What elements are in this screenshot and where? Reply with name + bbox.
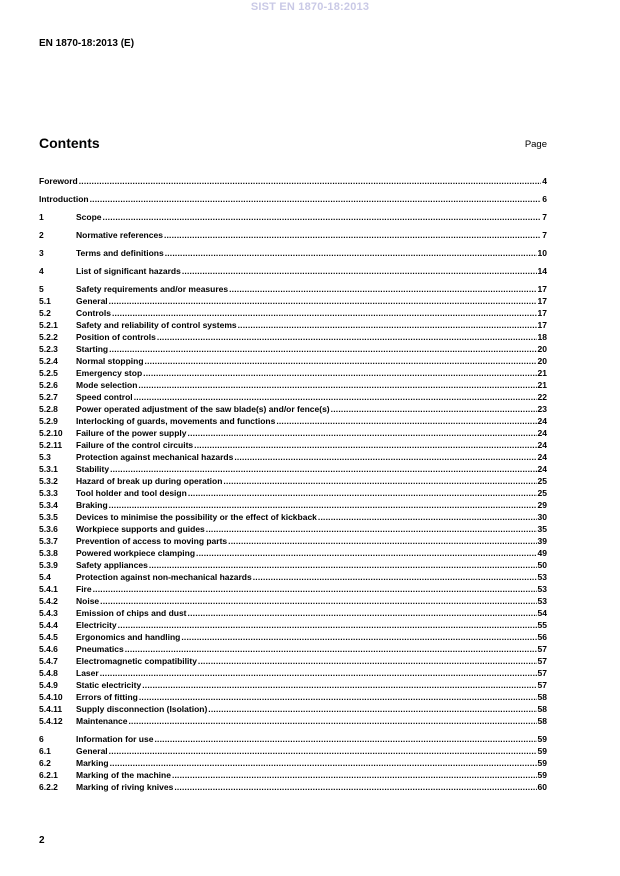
toc-entry-title: Safety and reliability of control systems bbox=[76, 320, 237, 330]
page-column-label: Page bbox=[524, 139, 547, 150]
toc-entry[interactable] bbox=[39, 248, 547, 259]
toc-entry-title: Position of controls bbox=[76, 332, 156, 342]
toc-entry-number: 5.4.4 bbox=[39, 620, 58, 630]
toc-entry-title: Emission of chips and dust bbox=[76, 608, 187, 618]
toc-entry-title: Tool holder and tool design bbox=[76, 488, 187, 498]
toc-entry-page: 20 bbox=[537, 344, 547, 354]
toc-entry-number: 5.4.9 bbox=[39, 680, 58, 690]
toc-entry[interactable] bbox=[39, 632, 547, 643]
toc-dot-leader bbox=[118, 620, 537, 631]
toc-entry[interactable] bbox=[39, 770, 547, 781]
toc-entry[interactable] bbox=[39, 428, 547, 439]
toc-entry-title: General bbox=[76, 746, 108, 756]
toc-dot-leader bbox=[125, 644, 537, 655]
toc-dot-leader bbox=[129, 716, 537, 727]
toc-entry-title: Normative references bbox=[76, 230, 163, 240]
toc-entry[interactable] bbox=[39, 452, 547, 463]
toc-entry-number: 5.3.7 bbox=[39, 536, 58, 546]
toc-entry-number: 5.2.8 bbox=[39, 404, 58, 414]
toc-entry[interactable] bbox=[39, 464, 547, 475]
toc-entry-number: 5.4.5 bbox=[39, 632, 58, 642]
toc-entry-number: 5.2.3 bbox=[39, 344, 58, 354]
toc-dot-leader bbox=[198, 656, 537, 667]
toc-entry-page: 53 bbox=[537, 584, 547, 594]
toc-dot-leader bbox=[109, 746, 537, 757]
toc-entry-title: Introduction bbox=[39, 194, 89, 204]
toc-entry-number: 5.2.2 bbox=[39, 332, 58, 342]
toc-entry-page: 10 bbox=[537, 248, 547, 258]
toc-entry-title: Marking of the machine bbox=[76, 770, 171, 780]
toc-entry-title: Maintenance bbox=[76, 716, 128, 726]
toc-entry-page: 6 bbox=[542, 194, 547, 204]
toc-entry-number: 6.2.1 bbox=[39, 770, 58, 780]
toc-entry-title: Interlocking of guards, movements and functions bbox=[76, 416, 276, 426]
toc-entry[interactable] bbox=[39, 176, 547, 187]
toc-entry-page: 54 bbox=[537, 608, 547, 618]
toc-entry-number: 5.3.5 bbox=[39, 512, 58, 522]
toc-entry[interactable] bbox=[39, 536, 547, 547]
toc-entry-number: 5.4.7 bbox=[39, 656, 58, 666]
toc-entry-page: 57 bbox=[537, 656, 547, 666]
toc-dot-leader bbox=[229, 284, 536, 295]
toc-entry-title: Static electricity bbox=[76, 680, 142, 690]
toc-dot-leader bbox=[181, 632, 536, 643]
toc-entry-number: 5.2.10 bbox=[39, 428, 63, 438]
toc-dot-leader bbox=[318, 512, 537, 523]
document-id: EN 1870-18:2013 (E) bbox=[39, 38, 135, 49]
toc-entry[interactable] bbox=[39, 704, 547, 715]
toc-entry[interactable] bbox=[39, 404, 547, 415]
toc-entry[interactable] bbox=[39, 746, 547, 757]
toc-dot-leader bbox=[100, 596, 536, 607]
toc-entry-title: Normal stopping bbox=[76, 356, 144, 366]
toc-entry-number: 5.1 bbox=[39, 296, 51, 306]
toc-entry-page: 24 bbox=[537, 428, 547, 438]
toc-entry-page: 14 bbox=[537, 266, 547, 276]
toc-entry[interactable] bbox=[39, 488, 547, 499]
toc-entry-title: Electromagnetic compatibility bbox=[76, 656, 197, 666]
toc-dot-leader bbox=[110, 464, 536, 475]
toc-entry[interactable] bbox=[39, 296, 547, 307]
toc-entry-title: Marking bbox=[76, 758, 109, 768]
toc-dot-leader bbox=[194, 440, 536, 451]
toc-entry[interactable] bbox=[39, 194, 547, 205]
toc-dot-leader bbox=[174, 782, 536, 793]
toc-dot-leader bbox=[228, 536, 536, 547]
toc-entry[interactable] bbox=[39, 476, 547, 487]
toc-entry-title: List of significant hazards bbox=[76, 266, 181, 276]
toc-entry-title: Supply disconnection (Isolation) bbox=[76, 704, 208, 714]
toc-entry[interactable] bbox=[39, 608, 547, 619]
toc-entry-page: 53 bbox=[537, 572, 547, 582]
toc-dot-leader bbox=[90, 194, 542, 205]
toc-entry-title: Protection against non-mechanical hazards bbox=[76, 572, 252, 582]
toc-dot-leader bbox=[188, 488, 537, 499]
toc-dot-leader bbox=[165, 248, 537, 259]
toc-entry[interactable] bbox=[39, 356, 547, 367]
toc-entry-title: Braking bbox=[76, 500, 108, 510]
toc-entry[interactable] bbox=[39, 680, 547, 691]
toc-entry-page: 49 bbox=[537, 548, 547, 558]
toc-entry-title: Pneumatics bbox=[76, 644, 124, 654]
toc-entry-page: 60 bbox=[537, 782, 547, 792]
toc-entry-title: Information for use bbox=[76, 734, 154, 744]
toc-entry-page: 29 bbox=[537, 500, 547, 510]
toc-dot-leader bbox=[139, 692, 537, 703]
toc-entry-number: 5.3.3 bbox=[39, 488, 58, 498]
toc-dot-leader bbox=[157, 332, 537, 343]
toc-entry-title: Workpiece supports and guides bbox=[76, 524, 205, 534]
toc-entry-number: 5.4.3 bbox=[39, 608, 58, 618]
toc-dot-leader bbox=[164, 230, 541, 241]
toc-entry[interactable] bbox=[39, 782, 547, 793]
toc-dot-leader bbox=[145, 356, 537, 367]
toc-dot-leader bbox=[109, 296, 537, 307]
watermark: SIST EN 1870-18:2013 bbox=[250, 1, 370, 13]
toc-entry[interactable] bbox=[39, 692, 547, 703]
toc-dot-leader bbox=[154, 734, 536, 745]
toc-entry-page: 24 bbox=[537, 416, 547, 426]
toc-dot-leader bbox=[208, 704, 536, 715]
toc-dot-leader bbox=[196, 548, 536, 559]
toc-entry-page: 17 bbox=[537, 320, 547, 330]
toc-entry[interactable] bbox=[39, 620, 547, 631]
toc-entry-page: 50 bbox=[537, 560, 547, 570]
toc-entry-number: 4 bbox=[39, 266, 44, 276]
toc-entry-page: 30 bbox=[537, 512, 547, 522]
toc-entry-page: 7 bbox=[542, 230, 547, 240]
toc-entry-title: Failure of the power supply bbox=[76, 428, 187, 438]
toc-entry[interactable] bbox=[39, 548, 547, 559]
toc-entry-number: 5.2.1 bbox=[39, 320, 58, 330]
toc-entry-title: Stability bbox=[76, 464, 110, 474]
toc-entry[interactable] bbox=[39, 758, 547, 769]
toc-entry-number: 5.3.9 bbox=[39, 560, 58, 570]
toc-entry-title: Noise bbox=[76, 596, 100, 606]
toc-dot-leader bbox=[234, 452, 536, 463]
toc-entry[interactable] bbox=[39, 560, 547, 571]
toc-entry-number: 5.3 bbox=[39, 452, 51, 462]
toc-entry-page: 57 bbox=[537, 644, 547, 654]
toc-dot-leader bbox=[103, 212, 542, 223]
toc-entry-page: 18 bbox=[537, 332, 547, 342]
toc-entry[interactable] bbox=[39, 416, 547, 427]
toc-entry[interactable] bbox=[39, 500, 547, 511]
toc-dot-leader bbox=[188, 428, 537, 439]
toc-entry[interactable] bbox=[39, 284, 547, 295]
toc-entry-title: Electricity bbox=[76, 620, 117, 630]
toc-entry[interactable] bbox=[39, 572, 547, 583]
toc-entry-number: 5.2.6 bbox=[39, 380, 58, 390]
toc-entry-number: 5 bbox=[39, 284, 44, 294]
toc-entry-number: 6.2 bbox=[39, 758, 51, 768]
toc-entry-title: Failure of the control circuits bbox=[76, 440, 194, 450]
toc-dot-leader bbox=[172, 770, 537, 781]
toc-entry-page: 59 bbox=[537, 758, 547, 768]
toc-entry[interactable] bbox=[39, 212, 547, 223]
toc-entry-number: 5.3.2 bbox=[39, 476, 58, 486]
toc-entry-number: 1 bbox=[39, 212, 44, 222]
toc-entry-number: 6.1 bbox=[39, 746, 51, 756]
toc-entry-title: Powered workpiece clamping bbox=[76, 548, 196, 558]
toc-entry-title: Foreword bbox=[39, 176, 78, 186]
toc-entry-number: 5.2.5 bbox=[39, 368, 58, 378]
toc-entry-number: 5.3.8 bbox=[39, 548, 58, 558]
toc-entry-number: 5.4.10 bbox=[39, 692, 63, 702]
toc-entry-number: 5.3.4 bbox=[39, 500, 58, 510]
toc-entry-page: 23 bbox=[537, 404, 547, 414]
toc-entry-number: 5.2.7 bbox=[39, 392, 58, 402]
toc-entry-number: 5.2.11 bbox=[39, 440, 63, 450]
toc-entry-page: 59 bbox=[537, 734, 547, 744]
toc-entry-page: 59 bbox=[537, 770, 547, 780]
toc-dot-leader bbox=[112, 308, 537, 319]
toc-dot-leader bbox=[134, 392, 537, 403]
toc-entry[interactable] bbox=[39, 440, 547, 451]
toc-entry-page: 57 bbox=[537, 668, 547, 678]
toc-entry-title: Safety appliances bbox=[76, 560, 148, 570]
toc-entry-page: 17 bbox=[537, 308, 547, 318]
toc-entry-page: 35 bbox=[537, 524, 547, 534]
toc-entry-title: Devices to minimise the possibility or the effect of kickback bbox=[76, 512, 317, 522]
page-number: 2 bbox=[39, 835, 45, 846]
toc-entry-page: 24 bbox=[537, 464, 547, 474]
toc-dot-leader bbox=[238, 320, 537, 331]
toc-entry-title: Mode selection bbox=[76, 380, 138, 390]
toc-entry-page: 21 bbox=[537, 368, 547, 378]
toc-entry-number: 5.2.9 bbox=[39, 416, 58, 426]
toc-entry[interactable] bbox=[39, 230, 547, 241]
toc-entry-number: 2 bbox=[39, 230, 44, 240]
toc-entry[interactable] bbox=[39, 668, 547, 679]
toc-entry-page: 58 bbox=[537, 716, 547, 726]
toc-dot-leader bbox=[188, 608, 537, 619]
toc-entry[interactable] bbox=[39, 380, 547, 391]
toc-entry-title: Speed control bbox=[76, 392, 133, 402]
toc-entry[interactable] bbox=[39, 332, 547, 343]
toc-entry-page: 17 bbox=[537, 296, 547, 306]
toc-entry[interactable] bbox=[39, 584, 547, 595]
toc-dot-leader bbox=[93, 584, 537, 595]
toc-dot-leader bbox=[109, 344, 536, 355]
toc-entry-number: 6 bbox=[39, 734, 44, 744]
toc-entry-page: 57 bbox=[537, 680, 547, 690]
contents-title: Contents bbox=[39, 135, 100, 151]
toc-entry-page: 24 bbox=[537, 452, 547, 462]
toc-entry-title: General bbox=[76, 296, 108, 306]
toc-entry-title: Terms and definitions bbox=[76, 248, 164, 258]
toc-entry[interactable] bbox=[39, 734, 547, 745]
toc-entry[interactable] bbox=[39, 308, 547, 319]
toc-entry-title: Prevention of access to moving parts bbox=[76, 536, 228, 546]
toc-entry-title: Safety requirements and/or measures bbox=[76, 284, 229, 294]
toc-entry-page: 39 bbox=[537, 536, 547, 546]
toc-entry[interactable] bbox=[39, 656, 547, 667]
toc-dot-leader bbox=[79, 176, 542, 187]
toc-entry-title: Power operated adjustment of the saw blade(s) and/or fence(s) bbox=[76, 404, 330, 414]
toc-entry-page: 58 bbox=[537, 704, 547, 714]
toc-entry-title: Ergonomics and handling bbox=[76, 632, 181, 642]
toc-entry-number: 5.3.1 bbox=[39, 464, 58, 474]
toc-entry-page: 55 bbox=[537, 620, 547, 630]
toc-entry-title: Starting bbox=[76, 344, 109, 354]
toc-entry[interactable] bbox=[39, 344, 547, 355]
toc-entry-page: 7 bbox=[542, 212, 547, 222]
toc-dot-leader bbox=[109, 500, 537, 511]
toc-dot-leader bbox=[206, 524, 537, 535]
toc-entry-number: 5.4.11 bbox=[39, 704, 63, 714]
toc-dot-leader bbox=[182, 266, 537, 277]
toc-entry-page: 59 bbox=[537, 746, 547, 756]
toc-entry[interactable] bbox=[39, 644, 547, 655]
toc-dot-leader bbox=[142, 680, 536, 691]
toc-entry-number: 3 bbox=[39, 248, 44, 258]
toc-entry-page: 21 bbox=[537, 380, 547, 390]
toc-entry-title: Errors of fitting bbox=[76, 692, 138, 702]
toc-entry-number: 5.4.6 bbox=[39, 644, 58, 654]
toc-entry[interactable] bbox=[39, 368, 547, 379]
toc-entry[interactable] bbox=[39, 392, 547, 403]
toc-dot-leader bbox=[143, 368, 536, 379]
toc-entry-number: 5.3.6 bbox=[39, 524, 58, 534]
toc-dot-leader bbox=[223, 476, 536, 487]
toc-entry-number: 5.4.12 bbox=[39, 716, 63, 726]
toc-entry-number: 5.2.4 bbox=[39, 356, 58, 366]
toc-entry-number: 5.4.2 bbox=[39, 596, 58, 606]
toc-entry-page: 4 bbox=[542, 176, 547, 186]
toc-entry[interactable] bbox=[39, 716, 547, 727]
toc-entry[interactable] bbox=[39, 266, 547, 277]
toc-entry-page: 25 bbox=[537, 476, 547, 486]
toc-entry-number: 5.4.1 bbox=[39, 584, 58, 594]
toc-entry[interactable] bbox=[39, 512, 547, 523]
toc-entry-title: Marking of riving knives bbox=[76, 782, 174, 792]
toc-entry-number: 5.4 bbox=[39, 572, 51, 582]
toc-entry-page: 24 bbox=[537, 440, 547, 450]
toc-dot-leader bbox=[331, 404, 537, 415]
toc-entry-title: Hazard of break up during operation bbox=[76, 476, 223, 486]
toc-dot-leader bbox=[276, 416, 536, 427]
toc-entry-number: 6.2.2 bbox=[39, 782, 58, 792]
toc-dot-leader bbox=[110, 758, 537, 769]
toc-entry-title: Laser bbox=[76, 668, 99, 678]
toc-entry-number: 5.2 bbox=[39, 308, 51, 318]
toc-dot-leader bbox=[149, 560, 537, 571]
toc-entry-page: 17 bbox=[537, 284, 547, 294]
toc-entry-page: 20 bbox=[537, 356, 547, 366]
toc-entry[interactable] bbox=[39, 596, 547, 607]
toc-entry-number: 5.4.8 bbox=[39, 668, 58, 678]
toc-entry-title: Fire bbox=[76, 584, 92, 594]
toc-entry-page: 53 bbox=[537, 596, 547, 606]
toc-dot-leader bbox=[138, 380, 536, 391]
toc-entry-title: Emergency stop bbox=[76, 368, 143, 378]
toc-entry-page: 58 bbox=[537, 692, 547, 702]
toc-entry-title: Scope bbox=[76, 212, 102, 222]
toc-entry-page: 25 bbox=[537, 488, 547, 498]
toc-entry-title: Protection against mechanical hazards bbox=[76, 452, 234, 462]
toc-dot-leader bbox=[100, 668, 537, 679]
toc-entry[interactable] bbox=[39, 524, 547, 535]
toc-dot-leader bbox=[253, 572, 537, 583]
toc-entry-page: 56 bbox=[537, 632, 547, 642]
toc-entry-page: 22 bbox=[537, 392, 547, 402]
toc-entry-title: Controls bbox=[76, 308, 111, 318]
toc-entry[interactable] bbox=[39, 320, 547, 331]
